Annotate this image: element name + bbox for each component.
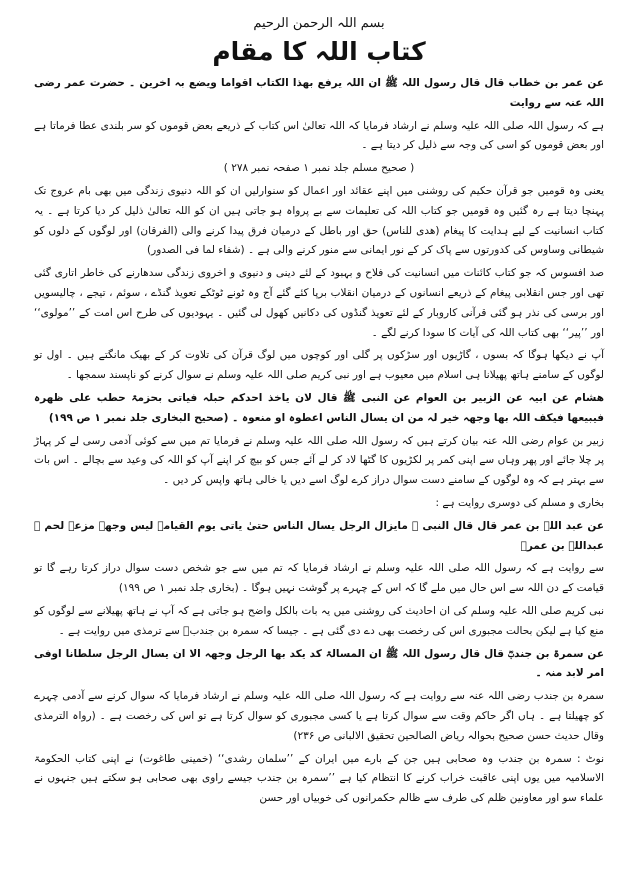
hadith-1-translation: ہے کہ رسول اللہ صلی اللہ علیہ وسلم نے ارشاد فرمایا کہ اللہ تعالیٰ اس کتاب کے ذریعے بعض قوموں کو سر بلندی عطا فرماتا ہے اور بعض قوموں کو اسی کی وجہ سے ذلیل کر دیتا ہے ۔ xyxy=(34,119,604,152)
paragraph-quran-guidance: یعنی وہ قومیں جو قرآن حکیم کی روشنی میں اپنے عقائد اور اعمال کو سنوارلیں ان کو اللہ دنیوی زندگی میں بھی بام عروج تک پہنچا دیتا ہے رہ گئیں وہ قومیں جو کتاب اللہ کی تعلیمات سے بے پرواہ ہو جاتی ہیں ان کو اللہ تعالیٰ ذلیل کر دیا کرتا ہے ۔ یہ کتاب انسانیت کے لیے ہدایت کا پیغام (ھدی للناس) حق اور باطل کے درمیان فرق پیدا کرنے والی (الفرقان) اور لوگوں کے دلوں کو شیطانی وساوس کی کدورتوں سے پاک کر کے نور ایمانی سے منور کرنے والی ہے ۔ (شفاء لما فی الصدور) xyxy=(34,184,604,257)
page-title: کتاب اللہ کا مقام xyxy=(212,37,426,66)
note-paragraph: نوٹ : سمرہ بن جندب وہ صحابی ہیں جن کے بارے میں ایران کے ’’سلمان رشدی‘‘ (خمینی طاغوت) نے اپنی کتاب الحکومۃ الاسلامیہ میں یوں اپنی عاقبت خراب کرنے کا انتظام کیا ہے ’’سمرہ بن جندب جیسے راوی بھی صحابی ہو سکتے ہیں جنہوں نے علماء سو اور معاونین ظلم کی طرف سے ظالم حکمرانوں کی خوبیاں اور حسن xyxy=(34,752,604,805)
hadith-2-arabic: ھشام عن ابیہ عن الزبیر بن العوام عن النبی ﷺ قال لان یاخذ احدکم حبلہ فیاتی بحزمۃ حطب علی ظھرہ فیبیعھا فیکف اللہ بھا وجھہ خیر لہ من ان یسال الناس اعطوہ او منعوہ ۔ (صحیح البخاری جلد نمبر ۱ ص ۱۹۹) xyxy=(34,391,604,424)
hadith-4-arabic: عن سمرۃ بن جندبؓ قال قال رسول اللہ ﷺ ان المسالۃ کد یکد بھا الرجل وجھہ الا ان یسال الرجل سلطانا اوفی امر لابد منہ ۔ xyxy=(34,647,604,680)
paragraph-regret: صد افسوس کہ جو کتاب کائنات میں انسانیت کی فلاح و بہبود کے لئے دینی و دنیوی و اخروی زندگی سدھارنے کی خاطر اتاری گئی تھی اور جس انقلابی پیغام کے ذریعے انسانوں کے درمیان انقلاب برپا کئے گئے آج وہ ٹونے ٹوٹکے تعویذ گنڈے ، سوئم ، تیجے ، چالیسویں اور برسی کی نذر ہو گئی قرآنی کاروبار کے لئے تعویذ گنڈوں کی دکانیں کھول لی گئیں ۔ یہودیوں کی طرح اس امت کے ’’مولوی‘‘ اور ’’پیر‘‘ بھی کتاب اللہ کی آیات کا سودا کرنے لگے ۔ xyxy=(34,267,604,339)
hadith-3-arabic: عن عبد اللہ بن عمر قال قال النبی ﷺ مایزال الرجل یسال الناس حتیٰ یاتی یوم القیامۃ لیس وجھہ مزعۃ لحم ۔ عبداللہ بن عمرؓ xyxy=(34,519,604,552)
bismillah: بسم اللہ الرحمن الرحیم xyxy=(253,16,385,31)
paragraph-bukhari-intro: بخاری و مسلم کی دوسری روایت ہے : xyxy=(435,496,604,509)
reference-1: ( صحیح مسلم جلد نمبر ۱ صفحہ نمبر ۲۷۸ ) xyxy=(223,162,415,175)
paragraph-explanation: نبی کریم صلی اللہ علیہ وسلم کی ان احادیث کی روشنی میں یہ بات بالکل واضح ہو جاتی ہے کہ آپ نے ہاتھ پھیلانے سے لوگوں کو منع کیا ہے لیکن بحالت مجبوری اس کی رخصت بھی دے دی گئی ہے ۔ جیسا کہ سمرہ بن جندبؓ سے ترمذی میں روایت ہے ۔ xyxy=(34,604,604,637)
hadith-1-arabic: عن عمر بن خطاب قال قال رسول اللہ ﷺ ان اللہ یرفع بھذا الکتاب اقواما ویضع بہ اخرین ۔ حضرت عمر رضی اللہ عنہ سے روایت xyxy=(34,77,604,109)
hadith-3-translation: سے روایت ہے کہ رسول اللہ صلی اللہ علیہ وسلم نے ارشاد فرمایا کہ تم میں سے جو شخص دست سوال دراز کرتا رہے گا تو قیامت کے دن اللہ سے اس حال میں ملے گا کہ اس کے چہرے پر گوشت نہیں ہوگا ۔ (بخاری جلد نمبر ۱ ص ۱۹۹) xyxy=(34,562,604,595)
hadith-4-translation: سمرہ بن جندب رضی اللہ عنہ سے روایت ہے کہ رسول اللہ صلی اللہ علیہ وسلم نے ارشاد فرمایا کہ سوال کرنے سے آدمی چہرے کو چھیلتا ہے ۔ ہاں اگر حاکم وقت سے سوال کرتا ہے یا کسی مجبوری کو سوال کرتا ہے تو اس کی رخصت ہے ۔ (رواہ الترمذی وقال حدیث حسن صحیح بحوالہ ریاض الصالحین تحقیق الالبانی ص ۲۳۶) xyxy=(34,690,604,742)
hadith-2-translation: زبیر بن عوام رضی اللہ عنہ بیان کرتے ہیں کہ رسول اللہ صلی اللہ علیہ وسلم نے فرمایا تم میں سے کوئی آدمی رسی لے کر پہاڑ پر چلا جائے اور پھر وہاں سے اپنی کمر پر لکڑیوں کا گٹھا لاد کر لے آئے جس کو بیچ کر اپنے آپ کو اللہ کی وعید سے بچالے ۔ اس بات سے بہتر ہے کہ وہ لوگوں کے سامنے دست سوال دراز کرے لوگ اسے دیں یا خالی ہاتھ واپس کر دیں ۔ xyxy=(34,434,604,487)
paragraph-begging: آپ نے دیکھا ہوگا کہ بسوں ، گاڑیوں اور سڑکوں پر گلی اور کوچوں میں لوگ قرآن کی تلاوت کر کے بھیک مانگتے ہیں ۔ اول تو لوگوں کے سامنے ہاتھ پھیلانا ہی اسلام میں معیوب ہے اور نبی کریم صلی اللہ علیہ وسلم نے سوال کرنے کو ناپسند سمجھا ۔ xyxy=(34,349,604,382)
